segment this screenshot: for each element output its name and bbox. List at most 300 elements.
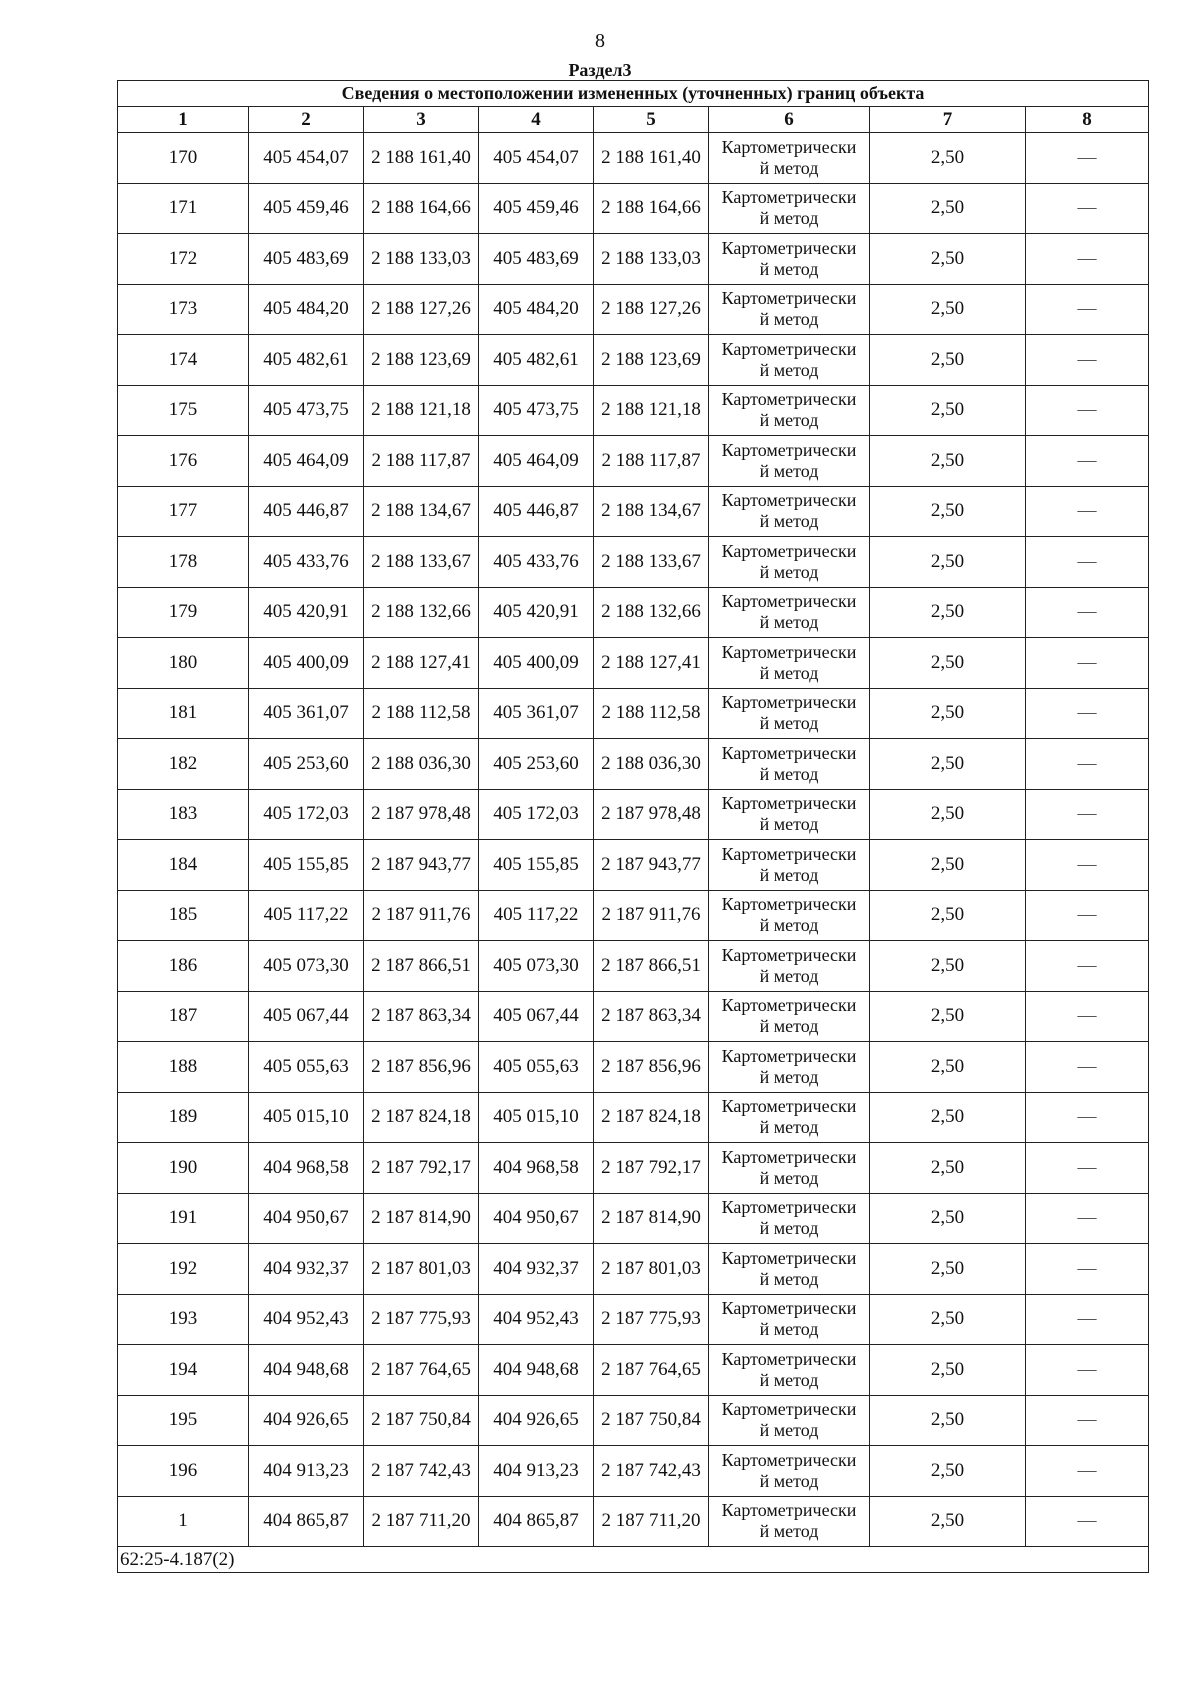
point-number-cell: 193: [118, 1294, 249, 1345]
y-coordinate-new-cell: 2 187 792,17: [594, 1143, 709, 1194]
method-cell: [709, 486, 870, 537]
description-cell: —: [1026, 638, 1149, 689]
method-line-2: й метод: [759, 157, 819, 178]
x-coordinate-cell: 405 482,61: [249, 335, 364, 386]
accuracy-cell: 2,50: [870, 890, 1026, 941]
y-coordinate-new-cell: 2 188 117,87: [594, 436, 709, 487]
method-cell: [709, 234, 870, 285]
point-number-cell: 186: [118, 941, 249, 992]
accuracy-cell: 2,50: [870, 1143, 1026, 1194]
x-coordinate-cell: 405 420,91: [249, 587, 364, 638]
y-coordinate-new-cell: 2 187 863,34: [594, 991, 709, 1042]
method-line-1: Картометрически: [721, 1500, 857, 1521]
x-coordinate-cell: 404 952,43: [249, 1294, 364, 1345]
y-coordinate-cell: 2 187 943,77: [364, 840, 479, 891]
method-line-1: Картометрически: [721, 1045, 857, 1066]
column-header-8: 8: [1026, 107, 1149, 133]
point-number-cell: 178: [118, 537, 249, 588]
y-coordinate-new-cell: 2 187 764,65: [594, 1345, 709, 1396]
method-line-1: Картометрически: [721, 1399, 857, 1420]
y-coordinate-cell: 2 188 036,30: [364, 739, 479, 790]
accuracy-cell: 2,50: [870, 1395, 1026, 1446]
y-coordinate-new-cell: 2 187 711,20: [594, 1496, 709, 1547]
accuracy-cell: 2,50: [870, 1193, 1026, 1244]
accuracy-cell: 2,50: [870, 486, 1026, 537]
x-coordinate-new-cell: 405 073,30: [479, 941, 594, 992]
x-coordinate-new-cell: 405 484,20: [479, 284, 594, 335]
x-coordinate-new-cell: 405 454,07: [479, 133, 594, 184]
point-number-cell: 171: [118, 183, 249, 234]
description-cell: —: [1026, 537, 1149, 588]
description-cell: —: [1026, 436, 1149, 487]
column-header-2: 2: [249, 107, 364, 133]
point-number-cell: 174: [118, 335, 249, 386]
method-cell: [709, 941, 870, 992]
x-coordinate-new-cell: 405 361,07: [479, 688, 594, 739]
y-coordinate-new-cell: 2 188 161,40: [594, 133, 709, 184]
accuracy-cell: 2,50: [870, 1446, 1026, 1497]
method-line-1: Картометрически: [721, 439, 857, 460]
y-coordinate-new-cell: 2 188 164,66: [594, 183, 709, 234]
method-cell: [709, 840, 870, 891]
point-number-cell: 175: [118, 385, 249, 436]
description-cell: —: [1026, 385, 1149, 436]
method-line-1: Картометрически: [721, 389, 857, 410]
y-coordinate-cell: 2 188 133,67: [364, 537, 479, 588]
accuracy-cell: 2,50: [870, 638, 1026, 689]
accuracy-cell: 2,50: [870, 385, 1026, 436]
method-line-1: Картометрически: [721, 1096, 857, 1117]
method-line-1: Картометрически: [721, 641, 857, 662]
description-cell: —: [1026, 688, 1149, 739]
method-line-2: й метод: [759, 915, 819, 936]
point-number-cell: 180: [118, 638, 249, 689]
method-line-2: й метод: [759, 511, 819, 532]
method-cell: [709, 1446, 870, 1497]
x-coordinate-cell: 405 473,75: [249, 385, 364, 436]
method-line-1: Картометрически: [721, 591, 857, 612]
y-coordinate-new-cell: 2 187 856,96: [594, 1042, 709, 1093]
x-coordinate-new-cell: 405 473,75: [479, 385, 594, 436]
point-number-cell: 173: [118, 284, 249, 335]
y-coordinate-new-cell: 2 187 750,84: [594, 1395, 709, 1446]
x-coordinate-new-cell: 405 420,91: [479, 587, 594, 638]
method-line-2: й метод: [759, 1218, 819, 1239]
table-row: [118, 1193, 1149, 1244]
y-coordinate-new-cell: 2 187 978,48: [594, 789, 709, 840]
accuracy-cell: 2,50: [870, 537, 1026, 588]
table-body: [118, 133, 1149, 1547]
y-coordinate-new-cell: 2 187 943,77: [594, 840, 709, 891]
method-line-2: й метод: [759, 713, 819, 734]
description-cell: —: [1026, 1244, 1149, 1295]
table-row: [118, 941, 1149, 992]
column-header-3: 3: [364, 107, 479, 133]
description-cell: —: [1026, 183, 1149, 234]
method-cell: [709, 1143, 870, 1194]
method-cell: [709, 133, 870, 184]
y-coordinate-new-cell: 2 188 133,03: [594, 234, 709, 285]
x-coordinate-new-cell: 404 932,37: [479, 1244, 594, 1295]
x-coordinate-new-cell: 404 913,23: [479, 1446, 594, 1497]
accuracy-cell: 2,50: [870, 688, 1026, 739]
y-coordinate-cell: 2 188 132,66: [364, 587, 479, 638]
x-coordinate-cell: 404 950,67: [249, 1193, 364, 1244]
description-cell: —: [1026, 1092, 1149, 1143]
y-coordinate-cell: 2 187 863,34: [364, 991, 479, 1042]
method-line-1: Картометрически: [721, 843, 857, 864]
x-coordinate-cell: 405 015,10: [249, 1092, 364, 1143]
x-coordinate-cell: 405 400,09: [249, 638, 364, 689]
description-cell: —: [1026, 486, 1149, 537]
x-coordinate-new-cell: 404 968,58: [479, 1143, 594, 1194]
x-coordinate-new-cell: 405 015,10: [479, 1092, 594, 1143]
x-coordinate-cell: 404 913,23: [249, 1446, 364, 1497]
description-cell: —: [1026, 1496, 1149, 1547]
method-line-2: й метод: [759, 1470, 819, 1491]
point-number-cell: 191: [118, 1193, 249, 1244]
coordinates-table: [117, 80, 1149, 1573]
method-line-2: й метод: [759, 965, 819, 986]
table-row: [118, 840, 1149, 891]
point-number-cell: 185: [118, 890, 249, 941]
table-row: [118, 1395, 1149, 1446]
method-line-1: Картометрически: [721, 1348, 857, 1369]
y-coordinate-cell: 2 187 801,03: [364, 1244, 479, 1295]
method-cell: [709, 436, 870, 487]
point-number-cell: 192: [118, 1244, 249, 1295]
point-number-cell: 181: [118, 688, 249, 739]
table-row: [118, 789, 1149, 840]
method-cell: [709, 739, 870, 790]
method-line-2: й метод: [759, 662, 819, 683]
method-line-2: й метод: [759, 1117, 819, 1138]
point-number-cell: 190: [118, 1143, 249, 1194]
description-cell: —: [1026, 1395, 1149, 1446]
accuracy-cell: 2,50: [870, 133, 1026, 184]
method-line-1: Картометрически: [721, 1298, 857, 1319]
table-row: [118, 436, 1149, 487]
accuracy-cell: 2,50: [870, 1092, 1026, 1143]
x-coordinate-cell: 405 483,69: [249, 234, 364, 285]
method-line-1: Картометрически: [721, 742, 857, 763]
table-row: [118, 688, 1149, 739]
method-cell: [709, 890, 870, 941]
y-coordinate-cell: 2 188 134,67: [364, 486, 479, 537]
method-cell: [709, 335, 870, 386]
method-line-2: й метод: [759, 814, 819, 835]
y-coordinate-new-cell: 2 188 127,26: [594, 284, 709, 335]
x-coordinate-new-cell: 404 950,67: [479, 1193, 594, 1244]
description-cell: —: [1026, 840, 1149, 891]
x-coordinate-cell: 405 433,76: [249, 537, 364, 588]
accuracy-cell: 2,50: [870, 183, 1026, 234]
y-coordinate-new-cell: 2 187 814,90: [594, 1193, 709, 1244]
y-coordinate-new-cell: 2 187 911,76: [594, 890, 709, 941]
point-number-cell: 196: [118, 1446, 249, 1497]
method-line-2: й метод: [759, 763, 819, 784]
method-line-2: й метод: [759, 410, 819, 431]
x-coordinate-new-cell: 405 055,63: [479, 1042, 594, 1093]
accuracy-cell: 2,50: [870, 1496, 1026, 1547]
y-coordinate-new-cell: 2 187 866,51: [594, 941, 709, 992]
table-row: [118, 335, 1149, 386]
table-row: [118, 385, 1149, 436]
accuracy-cell: 2,50: [870, 587, 1026, 638]
method-cell: [709, 1042, 870, 1093]
method-line-1: Картометрически: [721, 187, 857, 208]
method-line-2: й метод: [759, 864, 819, 885]
y-coordinate-new-cell: 2 188 134,67: [594, 486, 709, 537]
y-coordinate-cell: 2 187 750,84: [364, 1395, 479, 1446]
y-coordinate-cell: 2 188 121,18: [364, 385, 479, 436]
description-cell: —: [1026, 991, 1149, 1042]
column-header-1: 1: [118, 107, 249, 133]
description-cell: —: [1026, 335, 1149, 386]
x-coordinate-cell: 404 948,68: [249, 1345, 364, 1396]
x-coordinate-cell: 405 464,09: [249, 436, 364, 487]
method-cell: [709, 1244, 870, 1295]
accuracy-cell: 2,50: [870, 840, 1026, 891]
point-number-cell: 170: [118, 133, 249, 184]
y-coordinate-cell: 2 187 711,20: [364, 1496, 479, 1547]
table-row: [118, 1244, 1149, 1295]
accuracy-cell: 2,50: [870, 789, 1026, 840]
point-number-cell: 194: [118, 1345, 249, 1396]
method-line-1: Картометрически: [721, 1146, 857, 1167]
y-coordinate-cell: 2 187 814,90: [364, 1193, 479, 1244]
table-row: [118, 1092, 1149, 1143]
method-line-2: й метод: [759, 258, 819, 279]
x-coordinate-cell: 405 361,07: [249, 688, 364, 739]
method-line-1: Картометрически: [721, 1247, 857, 1268]
x-coordinate-new-cell: 404 952,43: [479, 1294, 594, 1345]
method-cell: [709, 789, 870, 840]
table-row: [118, 1294, 1149, 1345]
x-coordinate-cell: 405 484,20: [249, 284, 364, 335]
x-coordinate-new-cell: 405 253,60: [479, 739, 594, 790]
method-line-2: й метод: [759, 561, 819, 582]
method-line-2: й метод: [759, 1066, 819, 1087]
x-coordinate-cell: 404 932,37: [249, 1244, 364, 1295]
y-coordinate-cell: 2 188 164,66: [364, 183, 479, 234]
point-number-cell: 187: [118, 991, 249, 1042]
y-coordinate-new-cell: 2 188 132,66: [594, 587, 709, 638]
method-line-1: Картометрически: [721, 894, 857, 915]
point-number-cell: 177: [118, 486, 249, 537]
method-line-2: й метод: [759, 1521, 819, 1542]
accuracy-cell: 2,50: [870, 284, 1026, 335]
description-cell: —: [1026, 1143, 1149, 1194]
accuracy-cell: 2,50: [870, 436, 1026, 487]
column-header-4: 4: [479, 107, 594, 133]
description-cell: —: [1026, 284, 1149, 335]
accuracy-cell: 2,50: [870, 335, 1026, 386]
method-line-1: Картометрически: [721, 288, 857, 309]
y-coordinate-cell: 2 188 127,26: [364, 284, 479, 335]
table-row: [118, 234, 1149, 285]
method-line-2: й метод: [759, 309, 819, 330]
method-cell: [709, 537, 870, 588]
x-coordinate-cell: 404 926,65: [249, 1395, 364, 1446]
method-cell: [709, 1193, 870, 1244]
column-header-7: 7: [870, 107, 1026, 133]
table-row: [118, 739, 1149, 790]
x-coordinate-cell: 404 865,87: [249, 1496, 364, 1547]
x-coordinate-cell: 405 459,46: [249, 183, 364, 234]
y-coordinate-new-cell: 2 188 112,58: [594, 688, 709, 739]
description-cell: —: [1026, 1193, 1149, 1244]
table-row: [118, 1143, 1149, 1194]
method-cell: [709, 284, 870, 335]
accuracy-cell: 2,50: [870, 739, 1026, 790]
table-row: [118, 133, 1149, 184]
method-line-1: Картометрически: [721, 136, 857, 157]
x-coordinate-new-cell: 404 926,65: [479, 1395, 594, 1446]
method-cell: [709, 1395, 870, 1446]
method-line-1: Картометрически: [721, 1449, 857, 1470]
method-line-1: Картометрически: [721, 237, 857, 258]
point-number-cell: 189: [118, 1092, 249, 1143]
method-line-1: Картометрически: [721, 692, 857, 713]
method-line-2: й метод: [759, 359, 819, 380]
method-line-1: Картометрически: [721, 995, 857, 1016]
y-coordinate-cell: 2 188 112,58: [364, 688, 479, 739]
y-coordinate-cell: 2 187 792,17: [364, 1143, 479, 1194]
x-coordinate-cell: 405 055,63: [249, 1042, 364, 1093]
table-row: [118, 486, 1149, 537]
accuracy-cell: 2,50: [870, 1042, 1026, 1093]
x-coordinate-new-cell: 405 433,76: [479, 537, 594, 588]
y-coordinate-cell: 2 187 764,65: [364, 1345, 479, 1396]
method-line-1: Картометрически: [721, 1197, 857, 1218]
method-cell: [709, 183, 870, 234]
column-header-5: 5: [594, 107, 709, 133]
table-row: [118, 890, 1149, 941]
method-line-2: й метод: [759, 460, 819, 481]
method-line-1: Картометрически: [721, 490, 857, 511]
table-row: [118, 183, 1149, 234]
method-line-2: й метод: [759, 1167, 819, 1188]
point-number-cell: 182: [118, 739, 249, 790]
y-coordinate-new-cell: 2 187 775,93: [594, 1294, 709, 1345]
description-cell: —: [1026, 941, 1149, 992]
x-coordinate-new-cell: 405 155,85: [479, 840, 594, 891]
x-coordinate-cell: 405 446,87: [249, 486, 364, 537]
accuracy-cell: 2,50: [870, 1244, 1026, 1295]
method-cell: [709, 638, 870, 689]
x-coordinate-new-cell: 404 865,87: [479, 1496, 594, 1547]
table-row: [118, 638, 1149, 689]
method-line-1: Картометрически: [721, 338, 857, 359]
y-coordinate-new-cell: 2 187 801,03: [594, 1244, 709, 1295]
point-number-cell: 176: [118, 436, 249, 487]
point-number-cell: 1: [118, 1496, 249, 1547]
x-coordinate-cell: 405 117,22: [249, 890, 364, 941]
y-coordinate-cell: 2 187 866,51: [364, 941, 479, 992]
section-title: Раздел3: [568, 60, 632, 80]
y-coordinate-new-cell: 2 188 123,69: [594, 335, 709, 386]
column-header-6: 6: [709, 107, 870, 133]
description-cell: —: [1026, 234, 1149, 285]
method-line-1: Картометрически: [721, 540, 857, 561]
x-coordinate-new-cell: 405 483,69: [479, 234, 594, 285]
method-line-2: й метод: [759, 1319, 819, 1340]
point-number-cell: 188: [118, 1042, 249, 1093]
x-coordinate-cell: 405 073,30: [249, 941, 364, 992]
x-coordinate-cell: 404 968,58: [249, 1143, 364, 1194]
page-number: 8: [595, 30, 605, 52]
accuracy-cell: 2,50: [870, 234, 1026, 285]
description-cell: —: [1026, 1294, 1149, 1345]
y-coordinate-cell: 2 188 123,69: [364, 335, 479, 386]
method-cell: [709, 587, 870, 638]
method-line-2: й метод: [759, 612, 819, 633]
y-coordinate-new-cell: 2 187 742,43: [594, 1446, 709, 1497]
method-line-1: Картометрически: [721, 944, 857, 965]
y-coordinate-new-cell: 2 188 127,41: [594, 638, 709, 689]
x-coordinate-new-cell: 405 482,61: [479, 335, 594, 386]
method-cell: [709, 1496, 870, 1547]
method-line-2: й метод: [759, 1369, 819, 1390]
table-row: [118, 1446, 1149, 1497]
y-coordinate-cell: 2 187 911,76: [364, 890, 479, 941]
description-cell: —: [1026, 1446, 1149, 1497]
y-coordinate-cell: 2 187 775,93: [364, 1294, 479, 1345]
description-cell: —: [1026, 1042, 1149, 1093]
x-coordinate-cell: 405 253,60: [249, 739, 364, 790]
accuracy-cell: 2,50: [870, 991, 1026, 1042]
y-coordinate-cell: 2 188 133,03: [364, 234, 479, 285]
table-caption: Сведения о местоположении измененных (уточненных) границ объекта: [118, 81, 1149, 107]
x-coordinate-new-cell: 405 446,87: [479, 486, 594, 537]
method-line-2: й метод: [759, 1268, 819, 1289]
method-cell: [709, 991, 870, 1042]
footer-code: 62:25-4.187(2): [118, 1547, 1149, 1573]
x-coordinate-new-cell: 404 948,68: [479, 1345, 594, 1396]
x-coordinate-new-cell: 405 172,03: [479, 789, 594, 840]
y-coordinate-cell: 2 188 117,87: [364, 436, 479, 487]
y-coordinate-new-cell: 2 188 133,67: [594, 537, 709, 588]
x-coordinate-new-cell: 405 400,09: [479, 638, 594, 689]
point-number-cell: 195: [118, 1395, 249, 1446]
accuracy-cell: 2,50: [870, 1294, 1026, 1345]
table-row: [118, 1345, 1149, 1396]
method-cell: [709, 385, 870, 436]
y-coordinate-new-cell: 2 188 121,18: [594, 385, 709, 436]
point-number-cell: 172: [118, 234, 249, 285]
method-line-2: й метод: [759, 1016, 819, 1037]
method-cell: [709, 1294, 870, 1345]
y-coordinate-cell: 2 187 824,18: [364, 1092, 479, 1143]
description-cell: —: [1026, 133, 1149, 184]
column-header-row: [118, 107, 1149, 133]
y-coordinate-cell: 2 187 856,96: [364, 1042, 479, 1093]
method-line-1: Картометрически: [721, 793, 857, 814]
x-coordinate-new-cell: 405 067,44: [479, 991, 594, 1042]
method-cell: [709, 688, 870, 739]
y-coordinate-cell: 2 188 127,41: [364, 638, 479, 689]
x-coordinate-cell: 405 172,03: [249, 789, 364, 840]
x-coordinate-cell: 405 454,07: [249, 133, 364, 184]
table-row: [118, 991, 1149, 1042]
y-coordinate-cell: 2 187 742,43: [364, 1446, 479, 1497]
description-cell: —: [1026, 587, 1149, 638]
y-coordinate-new-cell: 2 188 036,30: [594, 739, 709, 790]
accuracy-cell: 2,50: [870, 1345, 1026, 1396]
y-coordinate-cell: 2 188 161,40: [364, 133, 479, 184]
description-cell: —: [1026, 789, 1149, 840]
